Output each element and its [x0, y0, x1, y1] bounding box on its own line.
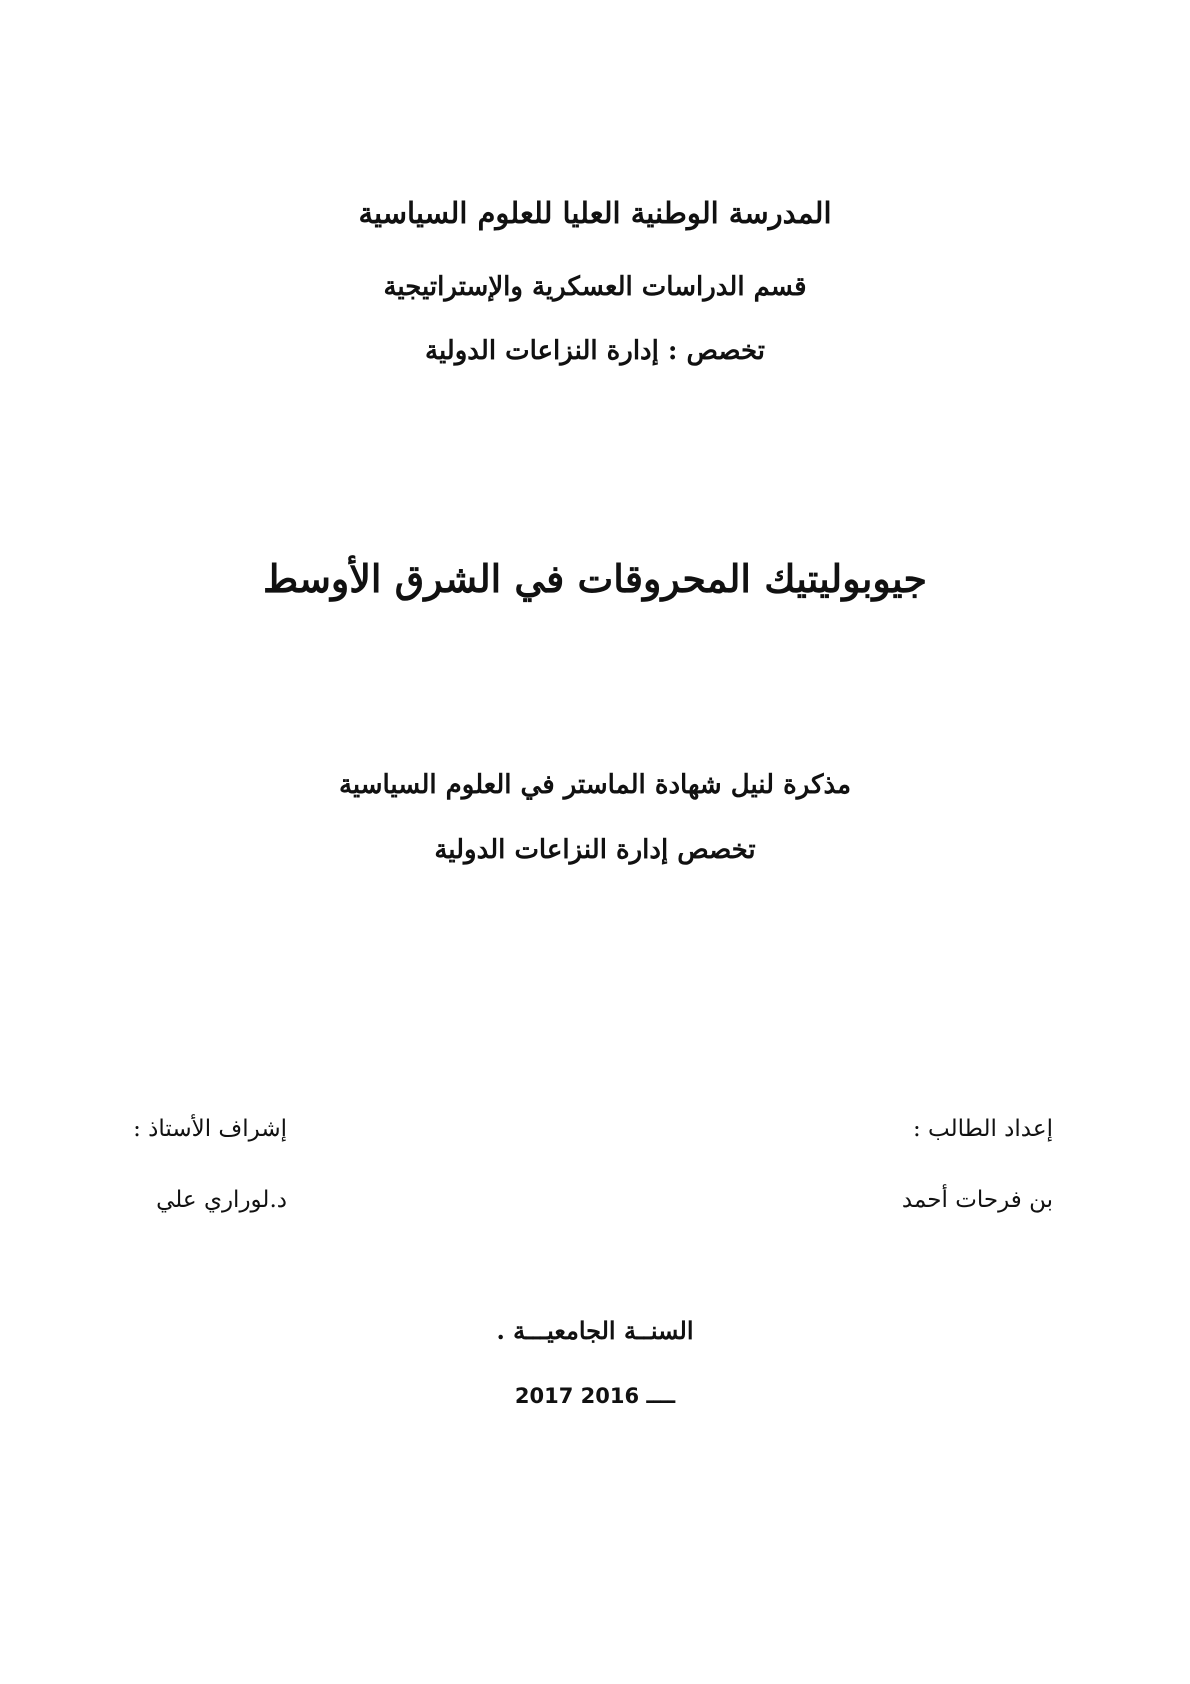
- thesis-title: جيوبوليتيك المحروقات في الشرق الأوسط: [263, 556, 927, 601]
- degree-specialty: تخصص إدارة النزاعات الدولية: [434, 835, 756, 865]
- student-label: إعداد الطالب :: [912, 1116, 1053, 1142]
- degree-statement: مذكرة لنيل شهادة الماستر في العلوم السياسية: [338, 770, 852, 800]
- academic-year-range: 2017 ــــ 2016: [514, 1384, 676, 1408]
- specialty-line: تخصص : إدارة النزاعات الدولية: [425, 336, 765, 366]
- supervisor-name: د.لوراري علي: [156, 1187, 287, 1213]
- supervisor-label: إشراف الأستاذ :: [133, 1116, 287, 1142]
- academic-year-label: السنــة الجامعيـــة .: [496, 1316, 694, 1345]
- student-name: بن فرحات أحمد: [901, 1187, 1053, 1213]
- institution-name: المدرسة الوطنية العليا للعلوم السياسية: [358, 196, 832, 230]
- department-name: قسم الدراسات العسكرية والإستراتيجية: [383, 272, 807, 302]
